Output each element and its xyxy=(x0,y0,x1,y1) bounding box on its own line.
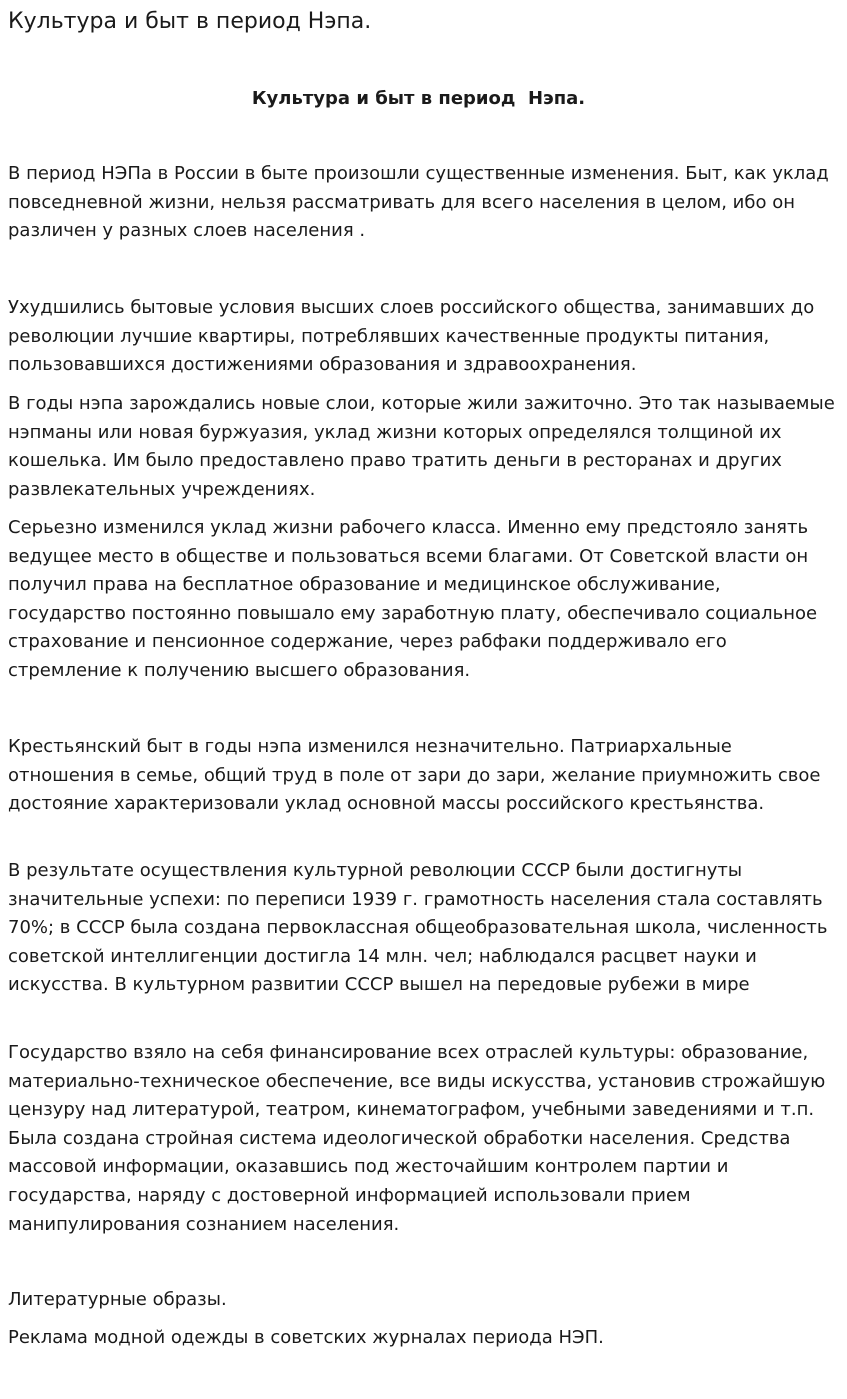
paragraph-working-class: Серьезно изменился уклад жизни рабочего класса. Именно ему предстояло занять ведущее место в обществе и пользоваться всеми благами. От Советской власти он получил права на бесплатное образование и медицинское обслуживание, государство постоянно повышало ему заработную плату, обеспечивало социальное страхование и пенсионное содержание, через рабфаки поддерживало его стремление к получению высшего образования. xyxy=(8,517,818,681)
paragraph-fashion-advertising: Реклама модной одежды в советских журналах периода НЭП. xyxy=(8,1327,604,1348)
paragraph-state-culture-control: Государство взяло на себя финансирование всех отраслей культуры: образование, материально-техническое обеспечение, все виды искусства, установив строжайшую цензуру над литературой, театром, кинематографом, учебными заведениями и т.п. Была создана стройная система идеологической обработки населения. Средства массовой информации, оказавшись под жесточайшим контролем партии и государства, наряду с достоверной информацией использовали прием манипулирования сознанием населения. xyxy=(8,1042,826,1235)
document-heading: Культура и быт в период Нэпа. xyxy=(251,88,586,109)
paragraph-literary-images: Литературные образы. xyxy=(8,1289,227,1310)
page-title: Культура и быт в период Нэпа. xyxy=(8,9,372,34)
paragraph-cultural-revolution: В результате осуществления культурной революции СССР были достигнуты значительные успехи: по переписи 1939 г. грамотность населения стала составлять 70%; в СССР была создана первоклассная общеобразовательная школа, численность советской интеллигенции достигла 14 млн. чел; наблюдался расцвет науки и искусства. В культурном развитии СССР вышел на передовые рубежи в мире xyxy=(8,860,828,996)
paragraph-upper-classes: Ухудшились бытовые условия высших слоев российского общества, занимавших до революции лучшие квартиры, потреблявших качественные продукты питания, пользовавшихся достижениями образования и здравоохранения. xyxy=(8,297,815,376)
paragraph-everyday-life-changes: В период НЭПа в России в быте произошли существенные изменения. Быт, как уклад повседневной жизни, нельзя рассматривать для всего населения в целом, ибо он различен у разных слоев населения . xyxy=(8,163,829,242)
paragraph-nepmen: В годы нэпа зарождались новые слои, которые жили зажиточно. Это так называемые нэпманы или новая буржуазия, уклад жизни которых определялся толщиной их кошелька. Им было предоставлено право тратить деньги в ресторанах и других развлекательных учреждениях. xyxy=(8,393,835,500)
paragraph-peasant-life: Крестьянский быт в годы нэпа изменился незначительно. Патриархальные отношения в семье, общий труд в поле от зари до зари, желание приумножить свое достояние характеризовали уклад основной массы российского крестьянства. xyxy=(8,736,821,815)
